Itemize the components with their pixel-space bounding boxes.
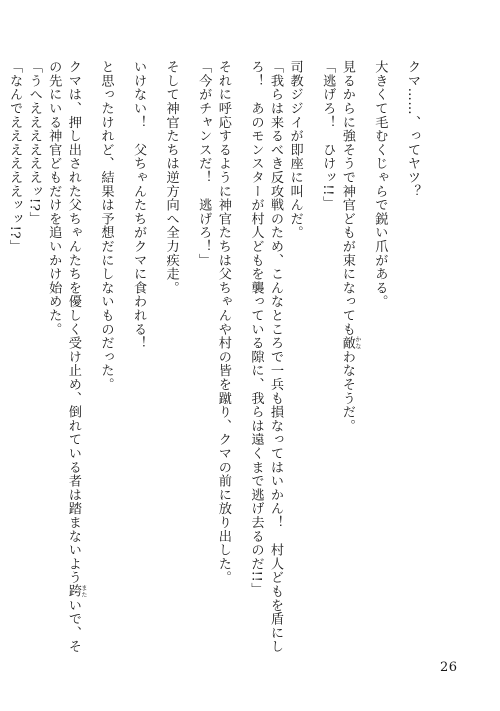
page-number: 26	[440, 660, 458, 675]
text-line-17	[0, 60, 5, 650]
text-line-6: 「我らは来るべき反攻戦のため、こんなところで一兵も損なってはいかん！ 村人どもを盾にし	[268, 60, 284, 654]
text-line-13-part-b: いで、そ	[65, 598, 81, 654]
text-line-13	[63, 60, 96, 654]
text-line-8: それに呼応するように神官たちは父ちゃんや村の皆を蹴り、クマの前に放り出した。	[215, 60, 231, 585]
text-line-4: 「逃げろ！ ひけッ!!」	[320, 60, 336, 210]
ruby-kanau: 敵 かな	[339, 336, 361, 350]
ruby-reading-kanau: かな	[353, 336, 361, 350]
text-line-3-part-a: 見るからに強そうで神官どもが束になっても	[339, 60, 355, 336]
text-line-14: の先にいる神官どもだけを追いかけ始めた。	[46, 60, 62, 336]
text-line-5: 司教ジジイが即座に叫んだ。	[287, 60, 303, 240]
text-line-1: クマ……、ってヤツ？	[405, 60, 420, 198]
text-line-11: いけない！ 父ちゃんたちがクマに食われる！	[131, 60, 147, 350]
text-line-3	[337, 60, 370, 650]
ruby-matagu: 跨 また	[65, 584, 87, 599]
text-line-7: ろ！ あのモンスターが村人どもを襲っている隙に、我らは遠くまで逃げ去るのだ!!」	[248, 60, 264, 597]
text-line-15: 「うへええええええッ!?」	[26, 60, 42, 226]
text-line-13-part-a: クマは、押し出された父ちゃんたちを優しく受け止め、倒れている者は踏まないよう	[65, 60, 81, 585]
text-line-9: 「今がチャンスだ！ 逃げろ！」	[196, 60, 212, 267]
ruby-reading-matagu: また	[79, 584, 87, 599]
vertical-text-body	[0, 60, 422, 654]
text-line-3-part-b: わなそうだ。	[339, 349, 355, 433]
text-line-16: 「なんでええええええッッ!?」	[7, 60, 23, 253]
text-line-12: と思ったけれど、結果は予想だにしないものだった。	[98, 60, 114, 392]
text-line-10: そして神官たちは逆方向へ全力疾走。	[163, 60, 179, 295]
text-line-2: 大きくて毛むくじゃらで鋭い爪がある。	[372, 60, 388, 309]
